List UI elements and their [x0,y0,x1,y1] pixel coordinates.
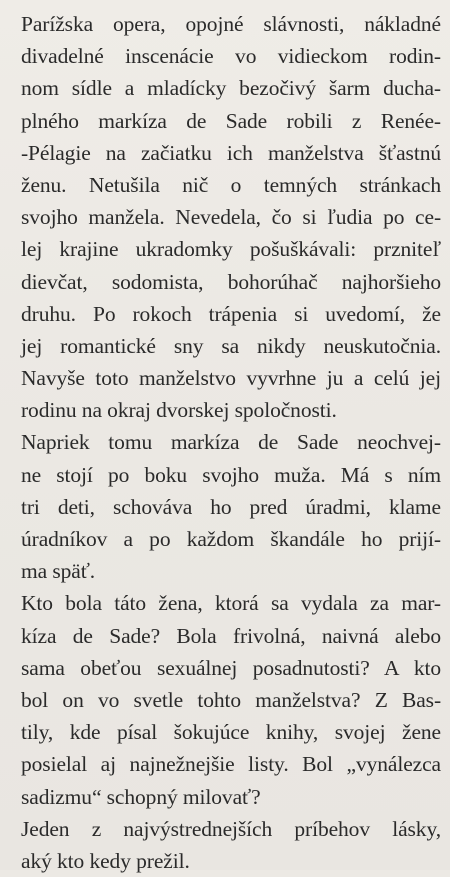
text-line: nom sídle a mladícky bezočivý šarm ducha- [21,76,441,101]
paragraph-4 [21,813,441,877]
text-line: druhu. Po rokoch trápenia si uvedomí, že [21,301,441,326]
text-line: úradníkov a po každom škandále ho prijí- [21,527,441,551]
text-line: sadizmu“ schopný milovať? [21,784,261,809]
text-line: tily, kde písal šokujúce knihy, svojej žene [21,720,441,745]
text-line: Jeden z najvýstrednejších príbehov lásky, [21,816,441,841]
text-line: Navyše toto manželstvo vyvrhne ju a celú jej [21,366,441,391]
text-line: tri deti, schováva ho pred úradmi, klame [21,494,441,519]
text-line: plného markíza de Sade robili z Renée- [21,108,441,133]
text-line: Kto bola táto žena, ktorá sa vydala za mar- [21,591,441,616]
text-line: lej krajine ukradomky pošuškávali: przniteľ [21,237,441,262]
text-line: sama obeťou sexuálnej posadnutosti? A kto [21,655,441,680]
text-line: rodinu na okraj dvorskej spoločnosti. [21,398,337,423]
paragraph-2 [21,426,441,587]
text-line: Parížska opera, opojné slávnosti, nákladné [21,12,441,36]
text-line: Napriek tomu markíza de Sade neochvej- [21,430,441,455]
text-line: divadelné inscenácie vo vidieckom rodin- [21,44,441,69]
blurb-text [21,8,441,877]
text-line: jej romantické sny sa nikdy neuskutočnia. [21,333,441,358]
paragraph-3 [21,587,441,812]
text-line: aký kto kedy prežil. [21,848,190,873]
text-line: -Pélagie na začiatku ich manželstva šťastnú [21,140,441,165]
text-line: dievčat, sodomista, bohorúhač najhoršieho [21,269,441,294]
paragraph-1 [21,8,441,426]
text-line: posielal aj najnežnejšie listy. Bol „vynálezca [21,752,441,777]
text-line: svojho manžela. Nevedela, čo si ľudia po ce- [21,205,441,230]
text-line: ma späť. [21,559,96,584]
text-line: ne stojí po boku svojho muža. Má s ním [21,462,441,487]
text-line: bol on vo svetle tohto manželstva? Z Bas- [21,687,441,712]
text-line: kíza de Sade? Bola frivolná, naivná alebo [21,623,441,648]
text-line: ženu. Netušila nič o temných stránkach [21,172,441,197]
